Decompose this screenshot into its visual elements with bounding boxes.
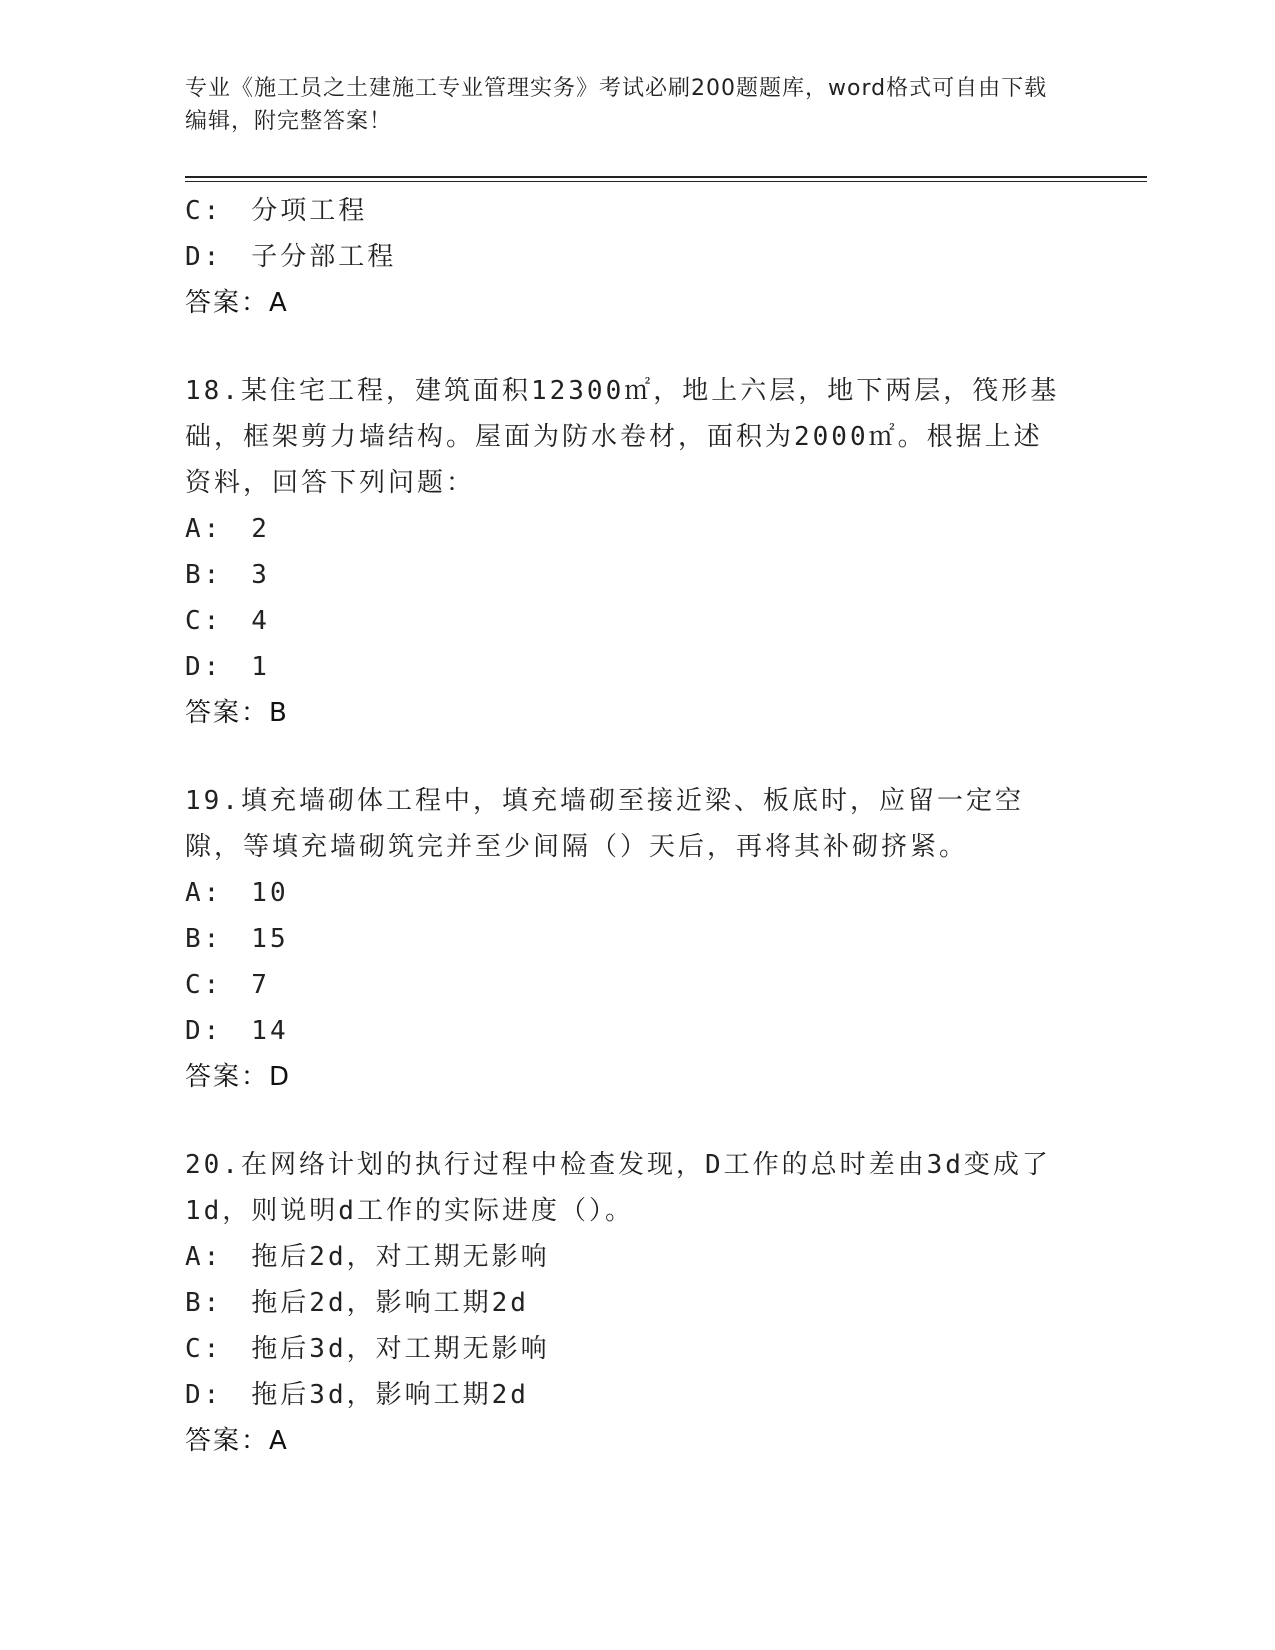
prev-question-tail (185, 188, 1085, 326)
option-c: C: 7 (185, 970, 270, 1000)
answer-label: 答案：D (185, 1062, 292, 1092)
option-d: D: 子分部工程 (185, 242, 397, 272)
option-a: A: 2 (185, 514, 270, 544)
option-b: B: 15 (185, 924, 289, 954)
answer-label: 答案：B (185, 698, 289, 728)
option-d: D: 1 (185, 652, 270, 682)
option-a: A: 拖后2d，对工期无影响 (185, 1242, 550, 1272)
option-c: C: 分项工程 (185, 196, 368, 226)
question-content (185, 188, 1085, 1464)
question-20 (185, 1142, 1085, 1464)
question-19 (185, 778, 1085, 1100)
header-divider-thick (185, 176, 1147, 178)
option-d: D: 14 (185, 1016, 289, 1046)
answer-label: 答案：A (185, 1426, 289, 1456)
answer-label: 答案：A (185, 288, 289, 318)
question-stem: 19.填充墙砌体工程中，填充墙砌至接近梁、板底时，应留一定空隙，等填充墙砌筑完并至少间隔（）天后，再将其补砌挤紧。 (185, 786, 1024, 862)
option-b: B: 拖后2d，影响工期2d (185, 1288, 529, 1318)
question-18 (185, 368, 1085, 736)
option-c: C: 拖后3d，对工期无影响 (185, 1334, 550, 1364)
document-header: 专业《施工员之土建施工专业管理实务》考试必刷200题题库，word格式可自由下载编辑，附完整答案！ (185, 76, 1048, 134)
question-stem: 20.在网络计划的执行过程中检查发现，D工作的总时差由3d变成了1d，则说明d工作的实际进度（）。 (185, 1150, 1051, 1226)
option-d: D: 拖后3d，影响工期2d (185, 1380, 529, 1410)
option-b: B: 3 (185, 560, 270, 590)
question-stem: 18.某住宅工程，建筑面积12300㎡，地上六层，地下两层，筏形基础，框架剪力墙结构。屋面为防水卷材，面积为2000㎡。根据上述资料，回答下列问题： (185, 376, 1060, 498)
header-divider-thin (185, 181, 1147, 182)
option-a: A: 10 (185, 878, 289, 908)
option-c: C: 4 (185, 606, 270, 636)
